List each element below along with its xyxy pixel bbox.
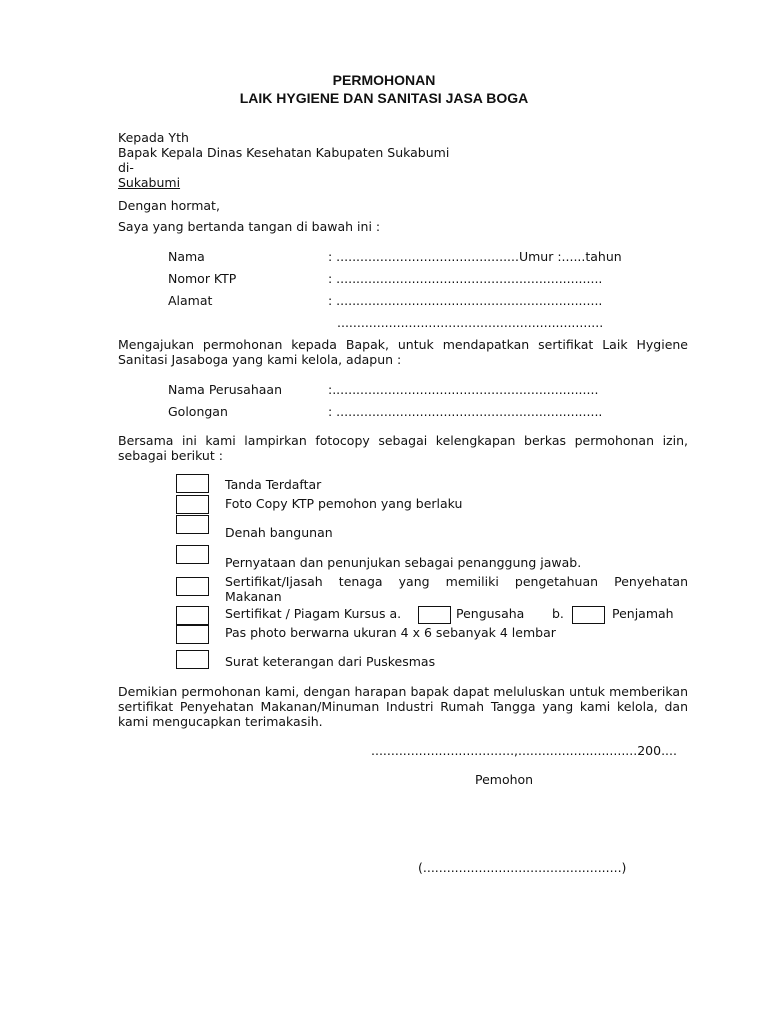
checkbox-kursus-pengusaha[interactable] [418, 606, 451, 624]
alamat-field[interactable]: : ................................................................... [328, 293, 603, 308]
checklist-item-label: Pernyataan dan penunjukan sebagai penanggung jawab. [225, 555, 582, 570]
checkbox-denah[interactable] [176, 515, 209, 534]
alamat-label: Alamat [168, 293, 213, 308]
date-line[interactable]: ....................................,..............................200.... [371, 743, 677, 758]
ktp-label: Nomor KTP [168, 271, 237, 286]
attachment-paragraph: Bersama ini kami lampirkan fotocopy sebagai kelengkapan berkas permohonan izin, sebagai berikut : [118, 433, 688, 463]
checkbox-sertifikat-ijasah[interactable] [176, 577, 209, 596]
checklist-item-label: Sertifikat/Ijasah tenaga yang memiliki pengetahuan Penyehatan Makanan [225, 574, 688, 604]
checklist-item-label: Foto Copy KTP pemohon yang berlaku [225, 496, 463, 511]
kursus-option-b: Penjamah [612, 606, 674, 621]
checklist-item-label: Sertifikat / Piagam Kursus a. [225, 606, 402, 621]
intro-text: Saya yang bertanda tangan di bawah ini : [118, 219, 381, 234]
greeting: Dengan hormat, [118, 198, 220, 213]
checklist-item-label: Tanda Terdaftar [225, 477, 322, 492]
recipient-at: di- [118, 160, 134, 175]
checkbox-surat-puskesmas[interactable] [176, 650, 209, 669]
signature-line[interactable]: (..................................................) [418, 860, 627, 875]
checkbox-sertifikat-kursus[interactable] [176, 606, 209, 625]
nama-field[interactable]: : ..............................................Umur :......tahun [328, 249, 622, 264]
alamat-field-cont[interactable]: ................................................................... [337, 315, 604, 330]
recipient-name: Bapak Kepala Dinas Kesehatan Kabupaten Sukabumi [118, 145, 450, 160]
checklist-item-label: Pas photo berwarna ukuran 4 x 6 sebanyak 4 lembar [225, 625, 556, 640]
checklist-item-label: Denah bangunan [225, 525, 333, 540]
recipient-to: Kepada Yth [118, 130, 189, 145]
checklist-item-label: Surat keterangan dari Puskesmas [225, 654, 436, 669]
golongan-field[interactable]: : ................................................................... [328, 404, 603, 419]
nama-label: Nama [168, 249, 205, 264]
ktp-field[interactable]: : ................................................................... [328, 271, 603, 286]
checkbox-kursus-penjamah[interactable] [572, 606, 605, 624]
document-title: PERMOHONAN [332, 72, 436, 88]
signer-label: Pemohon [475, 772, 534, 787]
checkbox-ktp[interactable] [176, 495, 209, 514]
document-subtitle: LAIK HYGIENE DAN SANITASI JASA BOGA [239, 90, 529, 106]
checkbox-pas-photo[interactable] [176, 625, 209, 644]
kursus-b-label: b. [552, 606, 564, 621]
golongan-label: Golongan [168, 404, 228, 419]
company-name-label: Nama Perusahaan [168, 382, 283, 397]
request-paragraph: Mengajukan permohonan kepada Bapak, untuk mendapatkan sertifikat Laik Hygiene Sanitasi Jasaboga yang kami kelola, adapun : [118, 337, 688, 367]
checkbox-tanda-terdaftar[interactable] [176, 474, 209, 493]
kursus-option-a: Pengusaha [456, 606, 525, 621]
checkbox-pernyataan[interactable] [176, 545, 209, 564]
recipient-place: Sukabumi [118, 175, 181, 190]
closing-paragraph: Demikian permohonan kami, dengan harapan bapak dapat meluluskan untuk memberikan sertifikat Penyehatan Makanan/Minuman Industri Rumah Tangga yang kami kelola, dan kami mengucapkan terimakasih. [118, 684, 688, 729]
company-name-field[interactable]: :................................................................... [328, 382, 599, 397]
